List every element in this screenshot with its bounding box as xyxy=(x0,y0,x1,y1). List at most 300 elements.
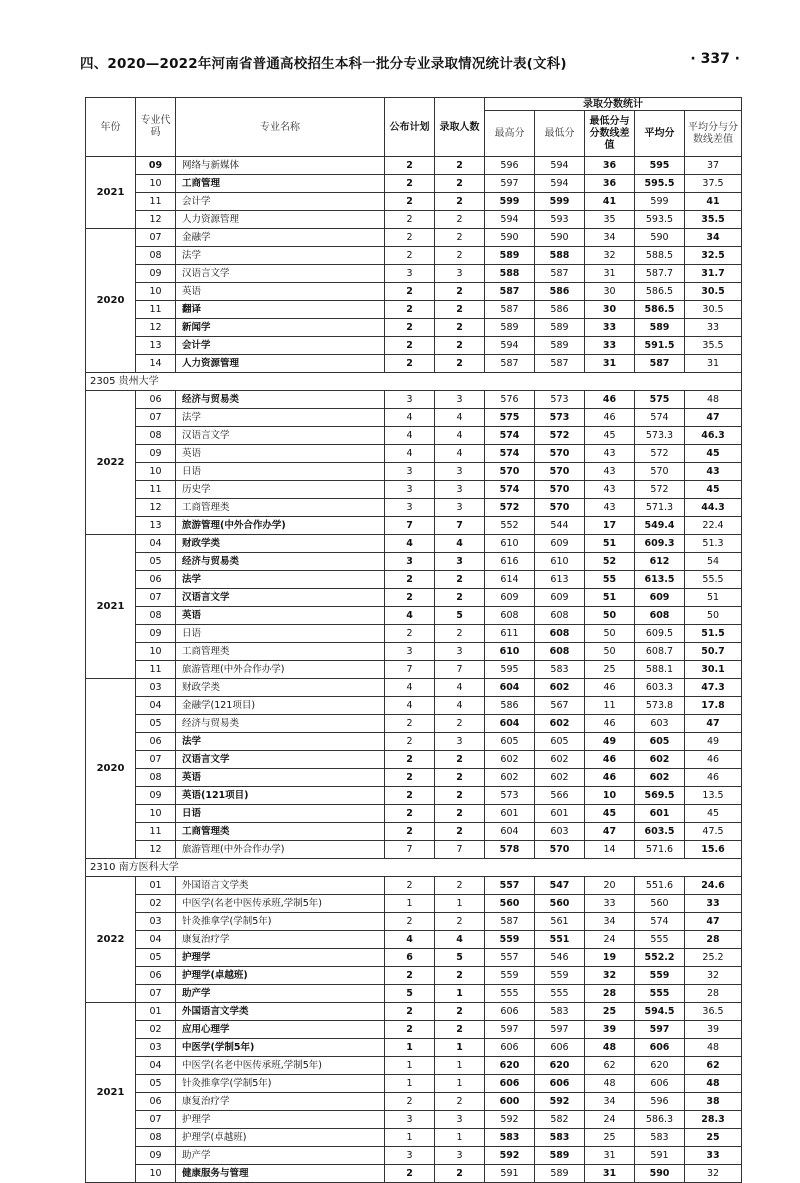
min-diff-cell: 34 xyxy=(585,229,635,247)
plan-cell: 4 xyxy=(385,445,435,463)
max-score-cell: 596 xyxy=(485,157,535,175)
min-diff-cell: 31 xyxy=(585,1165,635,1183)
min-diff-cell: 14 xyxy=(585,841,635,859)
col-avg-diff: 平均分与分数线差值 xyxy=(685,111,742,157)
table-row xyxy=(86,697,742,715)
plan-cell: 3 xyxy=(385,463,435,481)
plan-cell: 3 xyxy=(385,391,435,409)
avg-diff-cell: 35.5 xyxy=(685,211,742,229)
min-score-cell: 589 xyxy=(535,337,585,355)
major-name-cell: 护理学 xyxy=(176,1111,385,1129)
min-score-cell: 544 xyxy=(535,517,585,535)
max-score-cell: 605 xyxy=(485,733,535,751)
code-cell: 04 xyxy=(136,1057,176,1075)
admitted-cell: 2 xyxy=(435,1165,485,1183)
admitted-cell: 1 xyxy=(435,985,485,1003)
max-score-cell: 559 xyxy=(485,931,535,949)
major-name-cell: 翻译 xyxy=(176,301,385,319)
plan-cell: 2 xyxy=(385,1021,435,1039)
min-score-cell: 586 xyxy=(535,283,585,301)
code-cell: 08 xyxy=(136,607,176,625)
admitted-cell: 2 xyxy=(435,319,485,337)
code-cell: 10 xyxy=(136,1165,176,1183)
min-score-cell: 594 xyxy=(535,157,585,175)
max-score-cell: 597 xyxy=(485,175,535,193)
code-cell: 06 xyxy=(136,967,176,985)
plan-cell: 2 xyxy=(385,967,435,985)
min-score-cell: 566 xyxy=(535,787,585,805)
min-diff-cell: 19 xyxy=(585,949,635,967)
max-score-cell: 606 xyxy=(485,1075,535,1093)
admitted-cell: 4 xyxy=(435,445,485,463)
code-cell: 11 xyxy=(136,481,176,499)
max-score-cell: 592 xyxy=(485,1111,535,1129)
avg-score-cell: 590 xyxy=(635,1165,685,1183)
min-score-cell: 570 xyxy=(535,499,585,517)
max-score-cell: 610 xyxy=(485,535,535,553)
code-cell: 10 xyxy=(136,643,176,661)
major-name-cell: 英语(121项目) xyxy=(176,787,385,805)
code-cell: 12 xyxy=(136,499,176,517)
major-name-cell: 经济与贸易类 xyxy=(176,391,385,409)
table-row xyxy=(86,1165,742,1183)
max-score-cell: 608 xyxy=(485,607,535,625)
school-name: 2310 南方医科大学 xyxy=(86,859,742,877)
code-cell: 03 xyxy=(136,1039,176,1057)
major-name-cell: 新闻学 xyxy=(176,319,385,337)
major-name-cell: 助产学 xyxy=(176,1147,385,1165)
major-name-cell: 经济与贸易类 xyxy=(176,715,385,733)
major-name-cell: 日语 xyxy=(176,805,385,823)
avg-score-cell: 575 xyxy=(635,391,685,409)
avg-diff-cell: 55.5 xyxy=(685,571,742,589)
code-cell: 06 xyxy=(136,571,176,589)
avg-score-cell: 573.8 xyxy=(635,697,685,715)
avg-score-cell: 572 xyxy=(635,481,685,499)
major-name-cell: 工商管理 xyxy=(176,175,385,193)
avg-score-cell: 560 xyxy=(635,895,685,913)
table-row xyxy=(86,625,742,643)
major-name-cell: 会计学 xyxy=(176,193,385,211)
avg-diff-cell: 28 xyxy=(685,931,742,949)
max-score-cell: 590 xyxy=(485,229,535,247)
major-name-cell: 应用心理学 xyxy=(176,1021,385,1039)
plan-cell: 3 xyxy=(385,499,435,517)
code-cell: 10 xyxy=(136,805,176,823)
plan-cell: 1 xyxy=(385,895,435,913)
admitted-cell: 2 xyxy=(435,193,485,211)
admitted-cell: 5 xyxy=(435,949,485,967)
avg-score-cell: 587 xyxy=(635,355,685,373)
code-cell: 11 xyxy=(136,301,176,319)
min-diff-cell: 25 xyxy=(585,1129,635,1147)
major-name-cell: 日语 xyxy=(176,625,385,643)
plan-cell: 2 xyxy=(385,193,435,211)
code-cell: 04 xyxy=(136,697,176,715)
min-score-cell: 606 xyxy=(535,1039,585,1057)
admitted-cell: 2 xyxy=(435,229,485,247)
plan-cell: 1 xyxy=(385,1129,435,1147)
max-score-cell: 594 xyxy=(485,337,535,355)
avg-score-cell: 588.1 xyxy=(635,661,685,679)
max-score-cell: 588 xyxy=(485,265,535,283)
plan-cell: 2 xyxy=(385,175,435,193)
avg-diff-cell: 62 xyxy=(685,1057,742,1075)
avg-score-cell: 597 xyxy=(635,1021,685,1039)
major-name-cell: 金融学(121项目) xyxy=(176,697,385,715)
min-diff-cell: 43 xyxy=(585,481,635,499)
avg-score-cell: 593.5 xyxy=(635,211,685,229)
major-name-cell: 旅游管理(中外合作办学) xyxy=(176,841,385,859)
major-name-cell: 护理学 xyxy=(176,949,385,967)
avg-diff-cell: 51 xyxy=(685,589,742,607)
admitted-cell: 2 xyxy=(435,283,485,301)
min-score-cell: 602 xyxy=(535,715,585,733)
table-row xyxy=(86,1111,742,1129)
admitted-cell: 4 xyxy=(435,409,485,427)
admitted-cell: 2 xyxy=(435,625,485,643)
code-cell: 05 xyxy=(136,715,176,733)
min-score-cell: 567 xyxy=(535,697,585,715)
avg-diff-cell: 32.5 xyxy=(685,247,742,265)
col-code: 专业代码 xyxy=(136,98,176,157)
plan-cell: 2 xyxy=(385,283,435,301)
avg-score-cell: 555 xyxy=(635,985,685,1003)
max-score-cell: 570 xyxy=(485,463,535,481)
school-header-row xyxy=(86,373,742,391)
code-cell: 06 xyxy=(136,733,176,751)
avg-score-cell: 609 xyxy=(635,589,685,607)
major-name-cell: 法学 xyxy=(176,733,385,751)
code-cell: 01 xyxy=(136,877,176,895)
min-score-cell: 561 xyxy=(535,913,585,931)
table-row xyxy=(86,679,742,697)
avg-diff-cell: 46.3 xyxy=(685,427,742,445)
avg-score-cell: 606 xyxy=(635,1039,685,1057)
max-score-cell: 602 xyxy=(485,751,535,769)
max-score-cell: 609 xyxy=(485,589,535,607)
plan-cell: 2 xyxy=(385,589,435,607)
code-cell: 08 xyxy=(136,247,176,265)
major-name-cell: 康复治疗学 xyxy=(176,931,385,949)
avg-score-cell: 572 xyxy=(635,445,685,463)
avg-diff-cell: 24.6 xyxy=(685,877,742,895)
avg-diff-cell: 47 xyxy=(685,715,742,733)
admitted-cell: 4 xyxy=(435,697,485,715)
min-score-cell: 570 xyxy=(535,841,585,859)
plan-cell: 2 xyxy=(385,355,435,373)
admitted-cell: 3 xyxy=(435,1111,485,1129)
min-score-cell: 602 xyxy=(535,751,585,769)
table-row xyxy=(86,769,742,787)
min-diff-cell: 34 xyxy=(585,1093,635,1111)
min-score-cell: 570 xyxy=(535,481,585,499)
table-row xyxy=(86,751,742,769)
min-diff-cell: 17 xyxy=(585,517,635,535)
min-score-cell: 605 xyxy=(535,733,585,751)
max-score-cell: 616 xyxy=(485,553,535,571)
code-cell: 11 xyxy=(136,661,176,679)
min-score-cell: 589 xyxy=(535,1147,585,1165)
min-score-cell: 592 xyxy=(535,1093,585,1111)
min-score-cell: 608 xyxy=(535,607,585,625)
avg-diff-cell: 45 xyxy=(685,445,742,463)
major-name-cell: 外国语言文学类 xyxy=(176,1003,385,1021)
table-row xyxy=(86,985,742,1003)
plan-cell: 3 xyxy=(385,1147,435,1165)
major-name-cell: 中医学(名老中医传承班,学制5年) xyxy=(176,1057,385,1075)
code-cell: 07 xyxy=(136,751,176,769)
plan-cell: 2 xyxy=(385,571,435,589)
plan-cell: 2 xyxy=(385,877,435,895)
avg-score-cell: 606 xyxy=(635,1075,685,1093)
plan-cell: 2 xyxy=(385,157,435,175)
avg-score-cell: 603 xyxy=(635,715,685,733)
table-row xyxy=(86,1057,742,1075)
min-score-cell: 555 xyxy=(535,985,585,1003)
avg-diff-cell: 37.5 xyxy=(685,175,742,193)
avg-diff-cell: 37 xyxy=(685,157,742,175)
avg-diff-cell: 48 xyxy=(685,391,742,409)
avg-diff-cell: 34 xyxy=(685,229,742,247)
school-name: 2305 贵州大学 xyxy=(86,373,742,391)
col-plan: 公布计划 xyxy=(385,98,435,157)
min-diff-cell: 35 xyxy=(585,211,635,229)
table-row xyxy=(86,1003,742,1021)
avg-score-cell: 549.4 xyxy=(635,517,685,535)
min-score-cell: 602 xyxy=(535,679,585,697)
admitted-cell: 1 xyxy=(435,1129,485,1147)
code-cell: 06 xyxy=(136,1093,176,1111)
major-name-cell: 护理学(卓越班) xyxy=(176,967,385,985)
min-score-cell: 559 xyxy=(535,967,585,985)
admitted-cell: 7 xyxy=(435,841,485,859)
code-cell: 07 xyxy=(136,985,176,1003)
avg-score-cell: 609.3 xyxy=(635,535,685,553)
col-diff: 最低分与分数线差值 xyxy=(585,111,635,157)
admitted-cell: 4 xyxy=(435,427,485,445)
avg-score-cell: 559 xyxy=(635,967,685,985)
avg-diff-cell: 43 xyxy=(685,463,742,481)
avg-diff-cell: 17.8 xyxy=(685,697,742,715)
avg-diff-cell: 13.5 xyxy=(685,787,742,805)
plan-cell: 3 xyxy=(385,481,435,499)
major-name-cell: 汉语言文学 xyxy=(176,589,385,607)
admitted-cell: 2 xyxy=(435,877,485,895)
min-diff-cell: 51 xyxy=(585,535,635,553)
code-cell: 13 xyxy=(136,517,176,535)
major-name-cell: 针灸推拿学(学制5年) xyxy=(176,1075,385,1093)
major-name-cell: 英语 xyxy=(176,283,385,301)
avg-diff-cell: 33 xyxy=(685,319,742,337)
avg-score-cell: 551.6 xyxy=(635,877,685,895)
admitted-cell: 3 xyxy=(435,733,485,751)
max-score-cell: 602 xyxy=(485,769,535,787)
code-cell: 09 xyxy=(136,625,176,643)
admitted-cell: 2 xyxy=(435,1021,485,1039)
table-row xyxy=(86,949,742,967)
plan-cell: 4 xyxy=(385,697,435,715)
table-row xyxy=(86,193,742,211)
avg-score-cell: 608 xyxy=(635,607,685,625)
code-cell: 12 xyxy=(136,319,176,337)
table-header xyxy=(86,98,742,157)
min-diff-cell: 28 xyxy=(585,985,635,1003)
max-score-cell: 604 xyxy=(485,823,535,841)
major-name-cell: 工商管理类 xyxy=(176,499,385,517)
admitted-cell: 5 xyxy=(435,607,485,625)
table-row xyxy=(86,571,742,589)
min-score-cell: 587 xyxy=(535,265,585,283)
code-cell: 08 xyxy=(136,769,176,787)
major-name-cell: 英语 xyxy=(176,769,385,787)
major-name-cell: 经济与贸易类 xyxy=(176,553,385,571)
code-cell: 10 xyxy=(136,175,176,193)
avg-diff-cell: 47 xyxy=(685,409,742,427)
max-score-cell: 611 xyxy=(485,625,535,643)
max-score-cell: 614 xyxy=(485,571,535,589)
min-diff-cell: 46 xyxy=(585,751,635,769)
avg-diff-cell: 46 xyxy=(685,751,742,769)
min-score-cell: 606 xyxy=(535,1075,585,1093)
avg-score-cell: 603.5 xyxy=(635,823,685,841)
plan-cell: 4 xyxy=(385,535,435,553)
admitted-cell: 2 xyxy=(435,571,485,589)
min-diff-cell: 43 xyxy=(585,445,635,463)
code-cell: 08 xyxy=(136,427,176,445)
min-score-cell: 620 xyxy=(535,1057,585,1075)
plan-cell: 2 xyxy=(385,337,435,355)
plan-cell: 2 xyxy=(385,715,435,733)
min-score-cell: 572 xyxy=(535,427,585,445)
table-row xyxy=(86,517,742,535)
admitted-cell: 3 xyxy=(435,481,485,499)
min-diff-cell: 33 xyxy=(585,337,635,355)
admitted-cell: 1 xyxy=(435,1057,485,1075)
min-score-cell: 588 xyxy=(535,247,585,265)
avg-score-cell: 552.2 xyxy=(635,949,685,967)
admitted-cell: 1 xyxy=(435,1039,485,1057)
max-score-cell: 599 xyxy=(485,193,535,211)
code-cell: 09 xyxy=(136,265,176,283)
code-cell: 06 xyxy=(136,391,176,409)
max-score-cell: 573 xyxy=(485,787,535,805)
min-diff-cell: 50 xyxy=(585,625,635,643)
min-score-cell: 547 xyxy=(535,877,585,895)
major-name-cell: 法学 xyxy=(176,571,385,589)
admitted-cell: 2 xyxy=(435,715,485,733)
avg-diff-cell: 41 xyxy=(685,193,742,211)
code-cell: 05 xyxy=(136,1075,176,1093)
avg-diff-cell: 47 xyxy=(685,913,742,931)
min-score-cell: 609 xyxy=(535,535,585,553)
code-cell: 01 xyxy=(136,1003,176,1021)
plan-cell: 4 xyxy=(385,427,435,445)
table-row xyxy=(86,913,742,931)
max-score-cell: 606 xyxy=(485,1039,535,1057)
min-diff-cell: 30 xyxy=(585,283,635,301)
min-score-cell: 587 xyxy=(535,355,585,373)
table-row xyxy=(86,463,742,481)
max-score-cell: 604 xyxy=(485,715,535,733)
school-header-row xyxy=(86,859,742,877)
table-title: 四、2020—2022年河南省普通高校招生本科一批分专业录取情况统计表(文科) xyxy=(80,56,567,72)
admitted-cell: 2 xyxy=(435,355,485,373)
table-row xyxy=(86,787,742,805)
avg-score-cell: 586.3 xyxy=(635,1111,685,1129)
table-row xyxy=(86,733,742,751)
admission-table xyxy=(85,97,742,1183)
code-cell: 09 xyxy=(136,445,176,463)
admitted-cell: 2 xyxy=(435,769,485,787)
plan-cell: 2 xyxy=(385,319,435,337)
admitted-cell: 2 xyxy=(435,1003,485,1021)
max-score-cell: 589 xyxy=(485,247,535,265)
max-score-cell: 587 xyxy=(485,283,535,301)
min-diff-cell: 52 xyxy=(585,553,635,571)
code-cell: 09 xyxy=(136,1147,176,1165)
avg-score-cell: 569.5 xyxy=(635,787,685,805)
min-diff-cell: 24 xyxy=(585,931,635,949)
admitted-cell: 2 xyxy=(435,1093,485,1111)
avg-diff-cell: 32 xyxy=(685,967,742,985)
page-number: · 337 · xyxy=(690,51,740,67)
admitted-cell: 2 xyxy=(435,805,485,823)
major-name-cell: 康复治疗学 xyxy=(176,1093,385,1111)
min-diff-cell: 33 xyxy=(585,895,635,913)
avg-score-cell: 591.5 xyxy=(635,337,685,355)
plan-cell: 2 xyxy=(385,733,435,751)
min-score-cell: 603 xyxy=(535,823,585,841)
avg-diff-cell: 54 xyxy=(685,553,742,571)
major-name-cell: 财政学类 xyxy=(176,535,385,553)
code-cell: 11 xyxy=(136,823,176,841)
max-score-cell: 560 xyxy=(485,895,535,913)
table-row xyxy=(86,247,742,265)
code-cell: 05 xyxy=(136,553,176,571)
admitted-cell: 1 xyxy=(435,895,485,913)
major-name-cell: 针灸推拿学(学制5年) xyxy=(176,913,385,931)
table-row xyxy=(86,211,742,229)
min-diff-cell: 46 xyxy=(585,679,635,697)
page-header xyxy=(80,48,740,74)
avg-diff-cell: 48 xyxy=(685,1075,742,1093)
max-score-cell: 597 xyxy=(485,1021,535,1039)
max-score-cell: 575 xyxy=(485,409,535,427)
table-row xyxy=(86,823,742,841)
avg-score-cell: 599 xyxy=(635,193,685,211)
min-diff-cell: 45 xyxy=(585,427,635,445)
table-row xyxy=(86,1129,742,1147)
table-row xyxy=(86,355,742,373)
plan-cell: 2 xyxy=(385,301,435,319)
major-name-cell: 工商管理类 xyxy=(176,643,385,661)
major-name-cell: 健康服务与管理 xyxy=(176,1165,385,1183)
max-score-cell: 574 xyxy=(485,481,535,499)
major-name-cell: 网络与新媒体 xyxy=(176,157,385,175)
table-row xyxy=(86,499,742,517)
major-name-cell: 金融学 xyxy=(176,229,385,247)
max-score-cell: 594 xyxy=(485,211,535,229)
plan-cell: 2 xyxy=(385,823,435,841)
avg-diff-cell: 15.6 xyxy=(685,841,742,859)
code-cell: 08 xyxy=(136,1129,176,1147)
min-score-cell: 602 xyxy=(535,769,585,787)
admitted-cell: 1 xyxy=(435,1075,485,1093)
min-diff-cell: 50 xyxy=(585,643,635,661)
avg-score-cell: 591 xyxy=(635,1147,685,1165)
year-cell: 2021 xyxy=(86,1003,136,1183)
